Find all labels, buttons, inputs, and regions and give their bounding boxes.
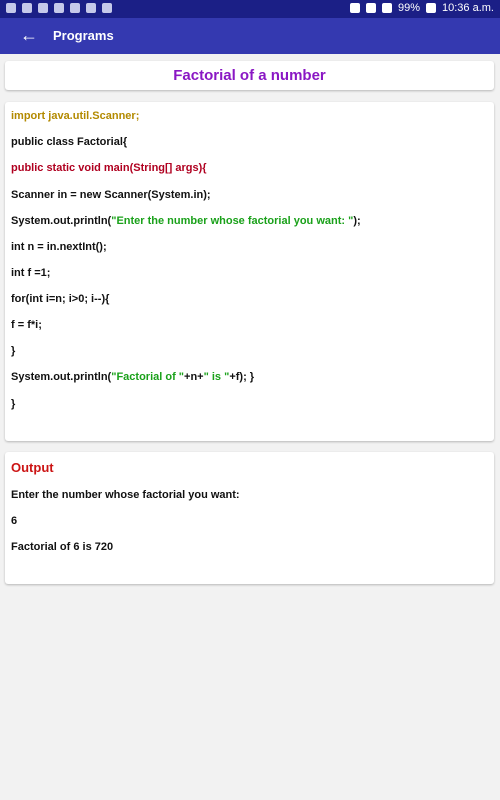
app-title: Programs	[53, 28, 114, 43]
notification-icon	[22, 3, 32, 13]
code-line	[11, 215, 361, 227]
battery-percent: 99%	[397, 2, 421, 14]
mail-icon	[54, 3, 64, 13]
code-line: int f =1;	[11, 267, 51, 279]
wifi-icon	[366, 3, 376, 13]
code-line: for(int i=n; i>0; i--){	[11, 293, 110, 305]
code-token: +n+	[184, 371, 204, 383]
code-line: Scanner in = new Scanner(System.in);	[11, 189, 211, 201]
status-indicators	[350, 2, 494, 14]
code-card	[5, 102, 494, 441]
app-bar	[0, 18, 500, 54]
code-line: public class Factorial{	[11, 136, 128, 148]
code-line: int n = in.nextInt();	[11, 241, 107, 253]
output-line: Factorial of 6 is 720	[11, 541, 114, 553]
page-title: Factorial of a number	[173, 67, 326, 84]
code-line: public static void main(String[] args){	[11, 162, 207, 174]
code-token: System.out.println(	[11, 371, 112, 383]
code-string: " is "	[203, 371, 230, 383]
code-line	[11, 371, 254, 383]
notification-icons	[6, 3, 112, 13]
signal-icon	[382, 3, 392, 13]
output-title: Output	[11, 460, 54, 475]
arrow-left-icon[interactable]: ←	[20, 25, 38, 45]
output-card	[5, 452, 494, 584]
code-line: }	[11, 398, 16, 410]
code-line: import java.util.Scanner;	[11, 110, 140, 122]
status-bar	[0, 0, 500, 18]
code-token: System.out.println(	[11, 215, 112, 227]
notification-icon	[86, 3, 96, 13]
alarm-icon	[350, 3, 360, 13]
code-line: f = f*i;	[11, 319, 42, 331]
output-line: Enter the number whose factorial you want:	[11, 489, 240, 501]
code-string: "Factorial of "	[111, 371, 185, 383]
notification-icon	[102, 3, 112, 13]
code-token: );	[353, 215, 361, 227]
notification-icon	[6, 3, 16, 13]
warning-icon	[70, 3, 80, 13]
code-string: "Enter the number whose factorial you want: "	[111, 215, 354, 227]
code-token: +f); }	[229, 371, 255, 383]
notification-icon	[38, 3, 48, 13]
battery-icon	[426, 3, 436, 13]
clock: 10:36 a.m.	[442, 2, 494, 14]
code-line: }	[11, 345, 16, 357]
title-card	[5, 61, 494, 90]
output-line: 6	[11, 515, 18, 527]
